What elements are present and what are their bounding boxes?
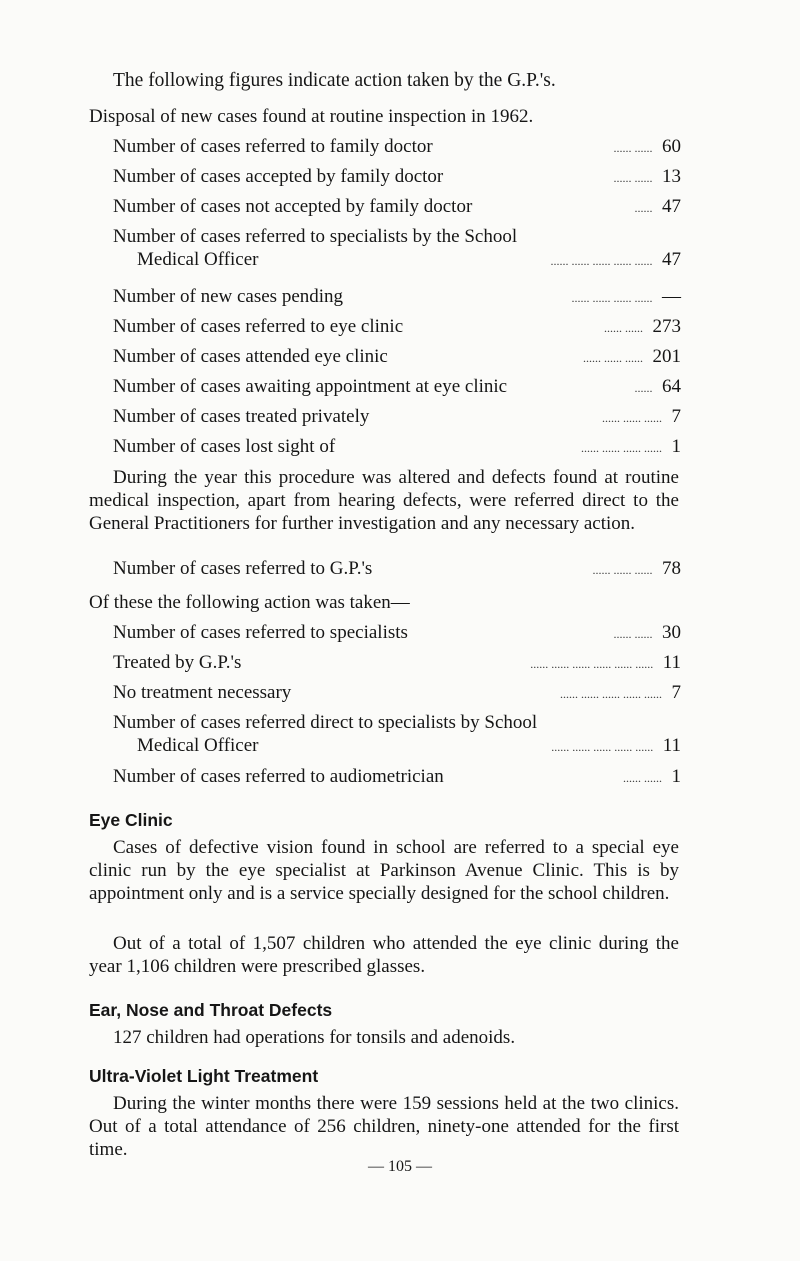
row-value xyxy=(614,136,682,158)
leader-dots: ...... ...... ...... ...... ...... ...... xyxy=(530,657,654,671)
leader-dots: ...... ...... ...... ...... ...... xyxy=(560,687,662,701)
row-value xyxy=(604,316,681,338)
leader-dots: ...... ...... ...... ...... ...... xyxy=(551,740,654,754)
row-label: No treatment necessary xyxy=(113,682,292,703)
leader-dots: ...... ...... xyxy=(613,627,653,641)
row-label: Number of cases referred to specialists xyxy=(113,622,408,643)
row-label: Number of cases referred to G.P.'s xyxy=(113,558,373,579)
row-number: 78 xyxy=(662,558,681,579)
row-number: 11 xyxy=(662,652,681,673)
leader-dots: ...... ...... ...... ...... xyxy=(581,441,662,455)
uv-paragraph xyxy=(89,1092,679,1161)
procedure-paragraph xyxy=(89,466,679,535)
row-value xyxy=(635,196,682,218)
row-label: Number of cases treated privately xyxy=(113,406,370,427)
table-row xyxy=(113,286,681,312)
leader-dots: ...... xyxy=(634,381,653,395)
leader-dots: ...... ...... xyxy=(613,171,653,185)
table-row xyxy=(113,166,681,192)
page-number: — 105 — xyxy=(368,1158,432,1175)
table-row xyxy=(113,622,681,648)
row-label-continued: Medical Officer xyxy=(137,249,259,270)
leader-dots: ...... ...... ...... xyxy=(583,351,643,365)
row-number: 30 xyxy=(662,622,681,643)
row-value xyxy=(551,249,682,271)
ent-text: 127 children had operations for tonsils and adenoids. xyxy=(113,1027,516,1048)
eye-clinic-text-2: Out of a total of 1,507 children who attended the eye clinic during the year 1,106 children were prescribed glasses. xyxy=(89,933,679,977)
leader-dots: ...... ...... ...... ...... xyxy=(571,291,653,305)
procedure-text: During the year this procedure was altered and defects found at routine medical inspection, apart from hearing defects, were referred direct to the General Practitioners for further investigation and any necessary action. xyxy=(89,467,679,534)
row-label: Treated by G.P.'s xyxy=(113,652,242,673)
row-label: Number of cases attended eye clinic xyxy=(113,346,388,367)
row-value xyxy=(560,682,681,704)
ent-heading: Ear, Nose and Throat Defects xyxy=(89,1000,333,1020)
table-row xyxy=(113,406,681,432)
gp-referral-row xyxy=(113,558,681,584)
row-value xyxy=(581,436,681,458)
row-number: — xyxy=(662,286,681,307)
row-number: 60 xyxy=(662,136,681,157)
row-value xyxy=(623,766,681,788)
row-label: Number of new cases pending xyxy=(113,286,344,307)
row-number: 47 xyxy=(662,249,681,270)
eye-clinic-heading: Eye Clinic xyxy=(89,810,173,830)
row-value xyxy=(593,558,682,580)
table-row xyxy=(113,376,681,402)
row-number: 1 xyxy=(671,436,681,457)
row-number: 1 xyxy=(671,766,681,787)
table-row xyxy=(113,652,681,678)
row-value xyxy=(572,286,682,308)
row-value xyxy=(635,376,682,398)
disposal-title: Disposal of new cases found at routine inspection in 1962. xyxy=(89,106,534,127)
table-row xyxy=(113,196,681,222)
row-label-continued: Medical Officer xyxy=(137,735,259,756)
row-number: 64 xyxy=(662,376,681,397)
ent-paragraph xyxy=(89,1026,679,1049)
action-title: Of these the following action was taken— xyxy=(89,592,410,613)
leader-dots: ...... ...... xyxy=(613,141,653,155)
eye-clinic-paragraph-1 xyxy=(89,836,679,905)
row-label: Number of cases accepted by family doctor xyxy=(113,166,444,187)
table-row xyxy=(113,436,681,462)
row-label: Number of cases referred to eye clinic xyxy=(113,316,404,337)
table-row xyxy=(113,226,681,276)
table-row xyxy=(113,712,681,762)
row-number: 47 xyxy=(662,196,681,217)
leader-dots: ...... ...... ...... ...... ...... xyxy=(550,254,653,268)
leader-dots: ...... ...... ...... xyxy=(602,411,662,425)
uv-heading: Ultra-Violet Light Treatment xyxy=(89,1066,319,1086)
row-value xyxy=(583,346,681,368)
row-label: Number of cases referred direct to specialists by School xyxy=(113,712,538,733)
row-value xyxy=(602,406,681,428)
row-value xyxy=(530,652,681,674)
row-label: Number of cases awaiting appointment at eye clinic xyxy=(113,376,508,397)
intro-text: The following figures indicate action taken by the G.P.'s. xyxy=(113,70,556,91)
row-number: 7 xyxy=(671,406,681,427)
eye-clinic-paragraph-2 xyxy=(89,932,679,978)
table-row xyxy=(113,766,681,792)
table-row xyxy=(113,316,681,342)
row-number: 273 xyxy=(652,316,681,337)
uv-text: During the winter months there were 159 sessions held at the two clinics. Out of a total attendance of 256 children, ninety-one attended for the first time. xyxy=(89,1093,679,1160)
row-value xyxy=(551,735,681,757)
row-value xyxy=(614,622,682,644)
row-label: Number of cases referred to family doctor xyxy=(113,136,433,157)
row-label: Number of cases referred to specialists by the School xyxy=(113,226,518,247)
table-row xyxy=(113,136,681,162)
row-label: Number of cases not accepted by family doctor xyxy=(113,196,473,217)
leader-dots: ...... xyxy=(634,201,653,215)
row-number: 201 xyxy=(652,346,681,367)
leader-dots: ...... ...... ...... xyxy=(592,563,653,577)
eye-clinic-text-1: Cases of defective vision found in school are referred to a special eye clinic run by the eye specialist at Parkinson Avenue Clinic. This is by appointment only and is a service specially designed for the school children. xyxy=(89,837,679,904)
table-row xyxy=(113,346,681,372)
row-number: 7 xyxy=(671,682,681,703)
table-row xyxy=(113,682,681,708)
leader-dots: ...... ...... xyxy=(604,321,643,335)
row-label: Number of cases referred to audiometrician xyxy=(113,766,444,787)
row-label: Number of cases lost sight of xyxy=(113,436,336,457)
leader-dots: ...... ...... xyxy=(623,771,662,785)
row-number: 11 xyxy=(662,735,681,756)
row-value xyxy=(614,166,682,188)
row-number: 13 xyxy=(662,166,681,187)
